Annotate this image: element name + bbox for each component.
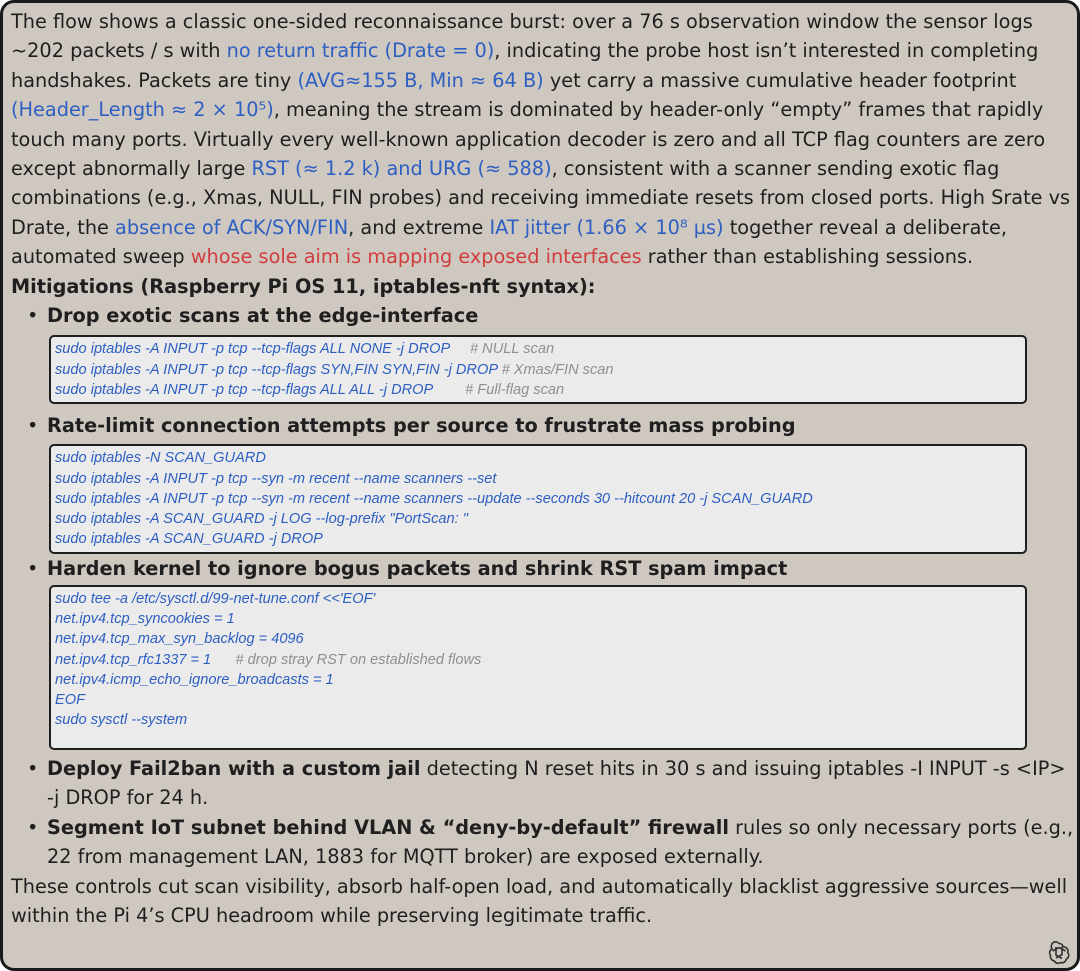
code-command: net.ipv4.tcp_rfc1337 = 1 [55,651,212,668]
bullet-title: Harden kernel to ignore bogus packets and shrink RST spam impact [47,556,788,580]
code-block-sysctl [49,585,1027,750]
code-comment: # Full-flag scan [465,381,565,398]
highlight-sole-aim: whose sole aim is mapping exposed interfaces [190,245,642,269]
intro-text: together reveal a deliberate, automated sweep [11,215,1007,269]
bullet-segment-iot [11,813,1075,872]
code-line [55,380,1021,400]
code-line [55,609,1021,629]
bullet-title: Segment IoT subnet behind VLAN & “deny-by-default” firewall [47,815,729,839]
bullet-dot: • [27,414,39,438]
bullet-title: Deploy Fail2ban with a custom jail [47,756,421,780]
code-comment: # NULL scan [469,341,555,358]
intro-text: , consistent with a scanner sending exotic flag combinations (e.g., Xmas, NULL, FIN probes) and receiving immediate resets from closed ports. High Srate vs Drate, the [11,157,1071,239]
closing-paragraph: These controls cut scan visibility, absorb half-open load, and automatically blacklist aggressive sources—well within the Pi 4’s CPU headroom while preserving legitimate traffic. [11,874,1068,927]
code-command: sudo iptables -A INPUT -p tcp --tcp-flags ALL ALL -j DROP [55,381,433,398]
code-line [55,339,1021,359]
document-body [11,7,1075,930]
code-command: net.ipv4.icmp_echo_ignore_broadcasts = 1 [55,671,334,688]
bullet-dot: • [27,304,39,328]
code-comment: # Xmas/FIN scan [501,361,614,378]
highlight-header-length: (Header_Length ≈ 2 × 10⁵) [11,98,274,122]
code-command: sudo iptables -A INPUT -p tcp --tcp-flags SYN,FIN SYN,FIN -j DROP [55,361,498,378]
code-line [55,650,1021,670]
highlight-drate: no return traffic (Drate = 0) [226,39,495,63]
intro-text: The flow shows a classic one-sided reconnaissance burst: over a 76 s observation window the sensor logs ~202 packets / s with [11,10,1033,63]
code-line [55,690,1021,710]
highlight-packet-size: (AVG≈155 B, Min ≈ 64 B) [297,68,544,92]
bullet-dot: • [27,756,39,780]
code-pad [433,382,465,398]
highlight-iat-jitter: IAT jitter (1.66 × 10⁸ µs) [489,215,724,239]
code-block-drop-scans [49,335,1027,404]
bullet-rate-limit [11,411,1075,440]
code-line [55,710,1021,730]
mitigations-heading: Mitigations (Raspberry Pi OS 11, iptables-nft syntax): [11,274,596,298]
intro-paragraph [11,7,1075,272]
code-block-rate-limit [49,444,1027,553]
code-pad [211,652,235,668]
intro-text: yet carry a massive cumulative header footprint [543,68,1017,92]
bullet-harden-kernel [11,554,1075,583]
intro-text: , indicating the probe host isn’t interested in completing handshakes. Packets are tiny [11,39,1039,92]
code-line [55,360,1021,380]
code-line [55,670,1021,690]
code-line [55,589,1021,609]
code-command: net.ipv4.tcp_syncookies = 1 [55,611,235,628]
bullet-dot: • [27,815,39,839]
code-command: sudo sysctl --system [55,712,188,729]
code-comment: # drop stray RST on established flows [235,651,482,668]
code-command: EOF [55,691,85,708]
code-command: net.ipv4.tcp_max_syn_backlog = 4096 [55,631,304,648]
code-line: sudo iptables -A INPUT -p tcp --syn -m recent --name scanners --set [55,470,497,487]
code-line: sudo iptables -A SCAN_GUARD -j DROP [55,531,323,548]
bullet-drop-exotic-scans [11,301,1075,330]
intro-text: , and extreme [348,215,490,239]
code-line: sudo iptables -A SCAN_GUARD -j LOG --log-prefix "PortScan: " [55,511,468,528]
bullet-title: Rate-limit connection attempts per source to frustrate mass probing [47,414,796,438]
openai-logo-icon [1047,941,1071,965]
code-line: sudo iptables -N SCAN_GUARD [55,450,266,467]
bullet-text: rules so only necessary ports (e.g., 22 from management LAN, 1883 for MQTT broker) are exposed externally. [47,815,1074,869]
highlight-rst-urg: RST (≈ 1.2 k) and URG (≈ 588) [251,157,552,181]
intro-text: , meaning the stream is dominated by header-only “empty” frames that rapidly touch many ports. Virtually every well-known application decoder is zero and all TCP flag counters are zero except abnormally large [11,98,1046,181]
highlight-flags-absence: absence of ACK/SYN/FIN [115,215,349,239]
code-pad [450,341,470,357]
bullet-text: detecting N reset hits in 30 s and issuing iptables -I INPUT -s <IP> -j DROP for 24 h. [47,756,1066,810]
code-line: sudo iptables -A INPUT -p tcp --syn -m recent --name scanners --update --seconds 30 --hitcount 20 -j SCAN_GUARD [55,490,813,507]
intro-text: rather than establishing sessions. [641,245,974,269]
bullet-fail2ban [11,754,1075,813]
code-command: sudo iptables -A INPUT -p tcp --tcp-flags ALL NONE -j DROP [55,341,450,358]
code-command: sudo tee -a /etc/sysctl.d/99-net-tune.conf <<'EOF' [55,590,376,607]
bullet-title: Drop exotic scans at the edge-interface [47,304,479,328]
code-line [55,629,1021,649]
bullet-dot: • [27,556,39,580]
